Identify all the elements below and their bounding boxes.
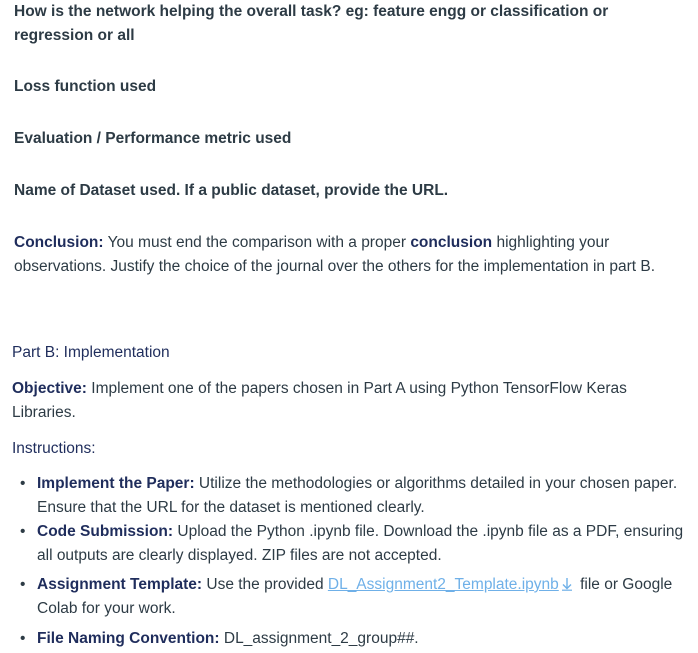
question-dataset-text: Name of Dataset used. If a public dataset, provide the URL.: [14, 182, 449, 199]
part-b-heading: [12, 341, 690, 365]
instruction-text-after: file or Google Colab for your work.: [37, 576, 673, 617]
question-network-role-text: How is the network helping the overall task? eg: feature engg or classification or regression or all: [14, 3, 609, 44]
question-loss-function: [14, 75, 690, 99]
list-item: [12, 573, 690, 621]
instructions-label-text: Instructions:: [12, 440, 96, 457]
download-arrow-icon[interactable]: [561, 575, 573, 589]
instruction-label: File Naming Convention:: [37, 630, 220, 647]
bullet: •: [20, 523, 26, 540]
question-network-role: [14, 0, 690, 48]
objective-text: Implement one of the papers chosen in Part A using Python TensorFlow Keras Libraries.: [12, 380, 627, 421]
bullet: •: [20, 630, 26, 647]
part-b-heading-text: Part B: Implementation: [12, 344, 170, 361]
conclusion-text-1: You must end the comparison with a proper: [103, 234, 411, 251]
instruction-label: Implement the Paper:: [37, 475, 195, 492]
list-item: [12, 627, 690, 651]
list-item: [12, 472, 690, 520]
conclusion-bold-word: conclusion: [410, 234, 493, 251]
bullet: •: [20, 475, 26, 492]
conclusion-text-2: highlighting your observations. Justify the choice of the journal over the others for the implementation in part B.: [14, 234, 656, 275]
bullet: •: [20, 576, 26, 593]
conclusion-label: Conclusion:: [14, 234, 104, 251]
list-item: [12, 520, 690, 568]
objective-label: Objective:: [12, 380, 87, 397]
question-dataset: [14, 179, 690, 203]
template-file-link[interactable]: DL_Assignment2_Template.ipynb: [327, 576, 559, 593]
instruction-text: Upload the Python .ipynb file. Download the .ipynb file as a PDF, ensuring all outputs are clearly displayed. ZIP files are not accepted.: [37, 523, 684, 564]
question-loss-function-text: Loss function used: [14, 78, 157, 95]
instruction-text: DL_assignment_2_group##.: [219, 630, 419, 647]
instruction-text-before: Use the provided: [202, 576, 328, 593]
instruction-text: Utilize the methodologies or algorithms detailed in your chosen paper. Ensure that the URL for the dataset is mentioned clearly.: [37, 475, 678, 516]
instructions-label: [12, 437, 690, 461]
instructions-list: [12, 472, 690, 651]
question-evaluation-metric: [14, 127, 690, 151]
instruction-label: Code Submission:: [37, 523, 174, 540]
conclusion-paragraph: [14, 231, 690, 279]
question-evaluation-metric-text: Evaluation / Performance metric used: [14, 130, 292, 147]
instruction-label: Assignment Template:: [37, 576, 203, 593]
objective-paragraph: [12, 377, 690, 425]
